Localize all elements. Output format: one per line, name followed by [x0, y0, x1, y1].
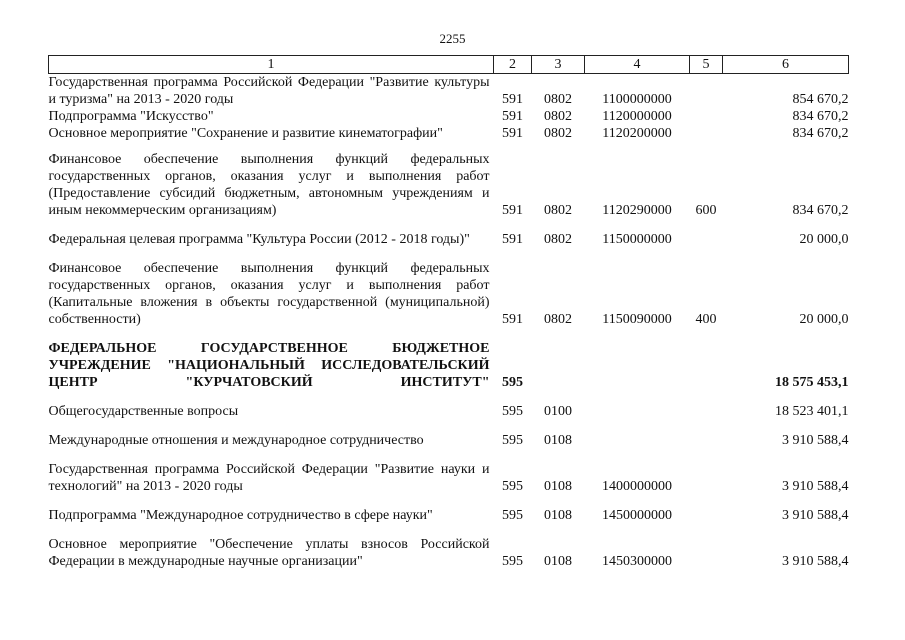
row-section-code: 0100 — [544, 404, 572, 419]
table-row — [49, 142, 849, 219]
row-amount: 20 000,0 — [799, 312, 849, 327]
header-col-4: 4 — [585, 56, 690, 74]
row-amount: 834 670,2 — [792, 109, 849, 124]
row-amount: 834 670,2 — [792, 126, 849, 141]
row-name: Финансовое обеспечение выполнения функций федеральных государственных органов, оказания услуг и выполнения работ (Предоставление субсидий бюджетным, автономным учреждениям и иным некоммерческим организациям) — [48, 152, 490, 218]
row-amount: 3 910 588,4 — [782, 433, 849, 448]
row-amount: 854 670,2 — [792, 92, 849, 107]
row-name: ФЕДЕРАЛЬНОЕ ГОСУДАРСТВЕННОЕ БЮДЖЕТНОЕ УЧРЕЖДЕНИЕ "НАЦИОНАЛЬНЫЙ ИССЛЕДОВАТЕЛЬСКИЙ ЦЕНТР "КУРЧАТОВСКИЙ ИНСТИТУТ" — [48, 341, 490, 390]
row-ministry-code: 591 — [502, 203, 523, 218]
row-section-code: 0802 — [544, 92, 572, 107]
table-row — [49, 328, 849, 391]
row-ministry-code: 591 — [502, 109, 523, 124]
table-row — [49, 74, 849, 109]
table-row — [49, 391, 849, 420]
row-target-article: 1120290000 — [602, 203, 672, 218]
row-target-article — [585, 391, 690, 420]
row-target-article — [585, 328, 690, 391]
row-target-article: 1150090000 — [602, 312, 672, 327]
row-amount: 18 575 453,1 — [775, 375, 849, 390]
row-section-code: 0802 — [544, 232, 572, 247]
row-name: Основное мероприятие "Сохранение и развитие кинематографии" — [48, 126, 443, 141]
row-name: Общегосударственные вопросы — [48, 404, 239, 419]
table-row — [49, 420, 849, 449]
row-target-article: 1400000000 — [602, 479, 672, 494]
row-ministry-code: 595 — [502, 375, 523, 390]
row-expense-type — [690, 74, 723, 109]
row-target-article: 1150000000 — [602, 232, 672, 247]
row-expense-type — [690, 391, 723, 420]
row-name: Государственная программа Российской Федерации "Развитие науки и технологий" на 2013 - 2020 годы — [48, 462, 490, 494]
row-target-article: 1450000000 — [602, 508, 672, 523]
row-section-code: 0108 — [544, 554, 572, 569]
row-section-code: 0108 — [544, 479, 572, 494]
table-row — [49, 449, 849, 495]
budget-table — [48, 55, 849, 570]
row-expense-type — [690, 125, 723, 142]
row-section-code: 0108 — [544, 433, 572, 448]
row-expense-type: 400 — [695, 312, 717, 327]
row-section-code: 0802 — [544, 126, 572, 141]
row-ministry-code: 595 — [502, 404, 523, 419]
row-name: Финансовое обеспечение выполнения функций федеральных государственных органов, оказания услуг и выполнения работ (Капитальные вложения в объекты государственной (муниципальной) собственности) — [48, 261, 490, 327]
row-expense-type — [690, 524, 723, 570]
row-name: Подпрограмма "Искусство" — [48, 109, 214, 124]
row-expense-type — [690, 328, 723, 391]
header-col-5: 5 — [690, 56, 723, 74]
row-name: Федеральная целевая программа "Культура России (2012 - 2018 годы)" — [48, 232, 470, 247]
row-ministry-code: 595 — [502, 433, 523, 448]
row-expense-type — [690, 420, 723, 449]
header-col-1: 1 — [49, 56, 494, 74]
row-target-article: 1120200000 — [602, 126, 672, 141]
row-name: Государственная программа Российской Федерации "Развитие культуры и туризма" на 2013 - 2020 годы — [48, 75, 490, 107]
row-ministry-code: 591 — [502, 126, 523, 141]
row-ministry-code: 591 — [502, 232, 523, 247]
row-section-code: 0108 — [544, 508, 572, 523]
row-amount: 20 000,0 — [799, 232, 849, 247]
table-body — [49, 74, 849, 571]
row-section-code — [532, 328, 585, 391]
row-expense-type — [690, 219, 723, 248]
row-name: Основное мероприятие "Обеспечение уплаты взносов Российской Федерации в международные научные организации" — [48, 537, 490, 569]
row-section-code: 0802 — [544, 312, 572, 327]
table-row — [49, 108, 849, 125]
page-number: 2255 — [439, 31, 466, 46]
row-amount: 18 523 401,1 — [775, 404, 849, 419]
row-expense-type — [690, 108, 723, 125]
header-col-6: 6 — [723, 56, 849, 74]
row-ministry-code: 595 — [502, 508, 523, 523]
row-ministry-code: 591 — [502, 312, 523, 327]
row-section-code: 0802 — [544, 203, 572, 218]
row-expense-type — [690, 449, 723, 495]
row-amount: 3 910 588,4 — [782, 554, 849, 569]
table-header — [49, 56, 849, 74]
row-ministry-code: 595 — [502, 479, 523, 494]
table-row — [49, 219, 849, 248]
row-target-article: 1100000000 — [602, 92, 672, 107]
row-expense-type — [690, 495, 723, 524]
row-target-article — [585, 420, 690, 449]
header-col-2: 2 — [494, 56, 532, 74]
row-ministry-code: 595 — [502, 554, 523, 569]
header-col-3: 3 — [532, 56, 585, 74]
row-amount: 3 910 588,4 — [782, 479, 849, 494]
row-ministry-code: 591 — [502, 92, 523, 107]
row-amount: 3 910 588,4 — [782, 508, 849, 523]
table-row — [49, 248, 849, 328]
table-row — [49, 524, 849, 570]
table-row — [49, 495, 849, 524]
row-target-article: 1450300000 — [602, 554, 672, 569]
row-name: Международные отношения и международное сотрудничество — [48, 433, 424, 448]
row-amount: 834 670,2 — [792, 203, 849, 218]
header-row — [49, 56, 849, 74]
row-target-article: 1120000000 — [602, 109, 672, 124]
row-name: Подпрограмма "Международное сотрудничество в сфере науки" — [48, 508, 433, 523]
row-section-code: 0802 — [544, 109, 572, 124]
table-row — [49, 125, 849, 142]
row-expense-type: 600 — [695, 203, 717, 218]
